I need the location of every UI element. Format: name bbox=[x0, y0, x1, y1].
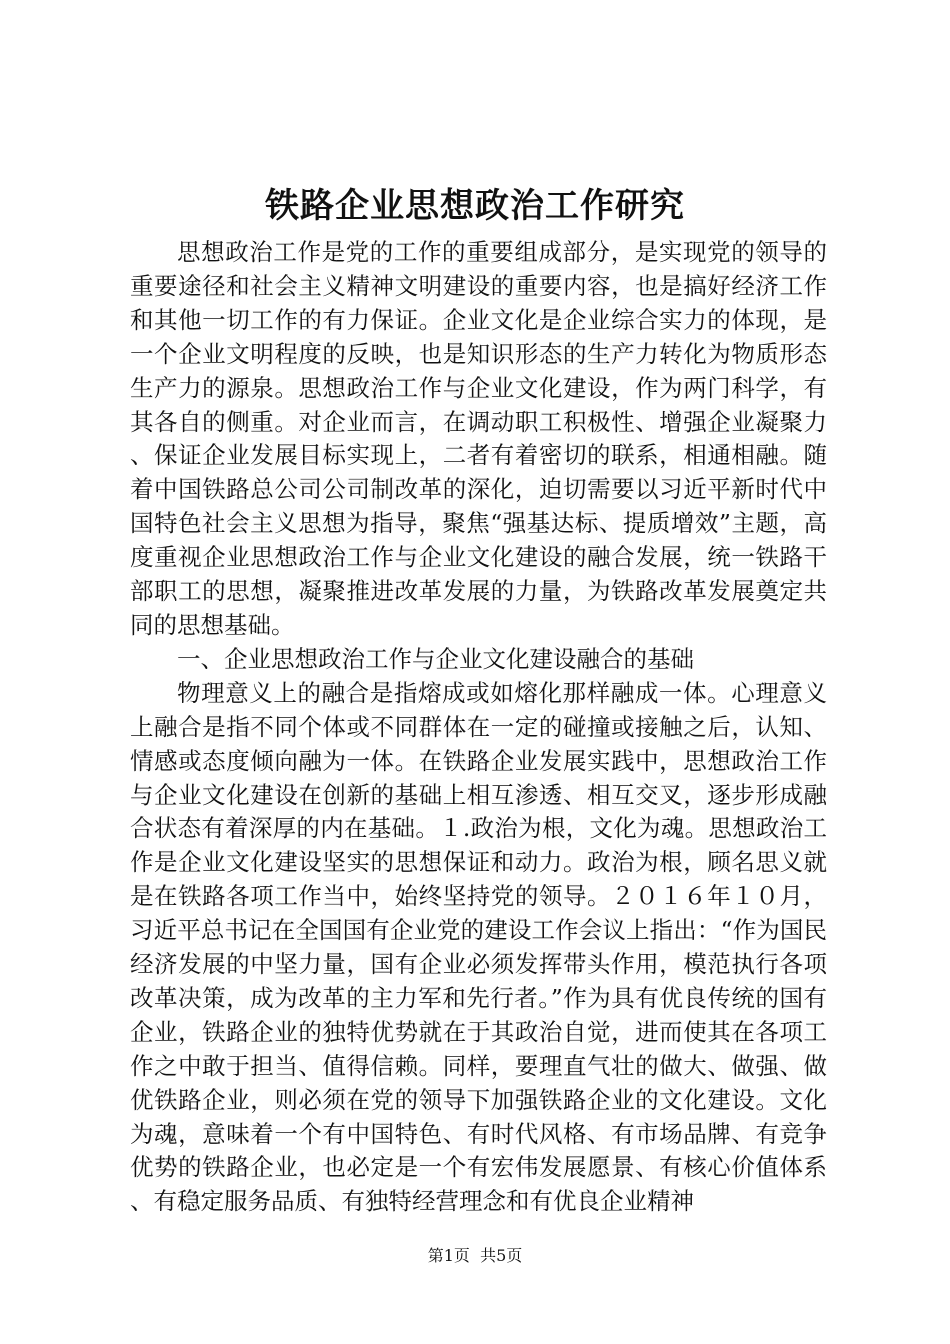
page-footer bbox=[0, 1244, 950, 1268]
paragraph-intro: 思想政治工作是党的工作的重要组成部分，是实现党的领导的重要途径和社会主义精神文明建设的重要内容，也是搞好经济工作和其他一切工作的有力保证。企业文化是企业综合实力的体现，是一个企业文明程度的反映，也是知识形态的生产力转化为物质形态生产力的源泉。思想政治工作与企业文化建设，作为两门科学，有其各自的侧重。对企业而言，在调动职工积极性、增强企业凝聚力、保证企业发展目标实现上，二者有着密切的联系，相通相融。随着中国铁路总公司公司制改革的深化，迫切需要以习近平新时代中国特色社会主义思想为指导，聚焦“强基达标、提质增效”主题，高度重视企业思想政治工作与企业文化建设的融合发展，统一铁路干部职工的思想，凝聚推进改革发展的力量，为铁路改革发展奠定共同的思想基础。 bbox=[130, 238, 827, 639]
paragraph-fusion-basis: 物理意义上的融合是指熔成或如熔化那样融成一体。心理意义上融合是指不同个体或不同群体在一定的碰撞或接触之后，认知、情感或态度倾向融为一体。在铁路企业发展实践中，思想政治工作与企业文化建设在创新的基础上相互渗透、相互交叉，逐步形成融合状态有着深厚的内在基础。１.政治为根，文化为魂。思想政治工作是企业文化建设坚实的思想保证和动力。政治为根，顾名思义就是在铁路各项工作当中，始终坚持党的领导。２０１６年１０月，习近平总书记在全国国有企业党的建设工作会议上指出：“作为国民经济发展的中坚力量，国有企业必须发挥带头作用，模范执行各项改革决策，成为改革的主力军和先行者。”作为具有优良传统的国有企业，铁路企业的独特优势就在于其政治自觉，进而使其在各项工作之中敢于担当、值得信赖。同样，要理直气壮的做大、做强、做优铁路企业，则必须在党的领导下加强铁路企业的文化建设。文化为魂，意味着一个有中国特色、有时代风格、有市场品牌、有竞争优势的铁路企业，也必定是一个有宏伟发展愿景、有核心价值体系、有稳定服务品质、有独特经营理念和有优良企业精神 bbox=[130, 678, 827, 1216]
section-heading: 一、企业思想政治工作与企业文化建设融合的基础 bbox=[177, 644, 694, 673]
page-total: 共5页 bbox=[480, 1246, 523, 1265]
document-body bbox=[130, 236, 827, 1219]
document-title: 铁路企业思想政治工作研究 bbox=[265, 186, 685, 226]
page-number: 第1页 bbox=[427, 1246, 470, 1265]
